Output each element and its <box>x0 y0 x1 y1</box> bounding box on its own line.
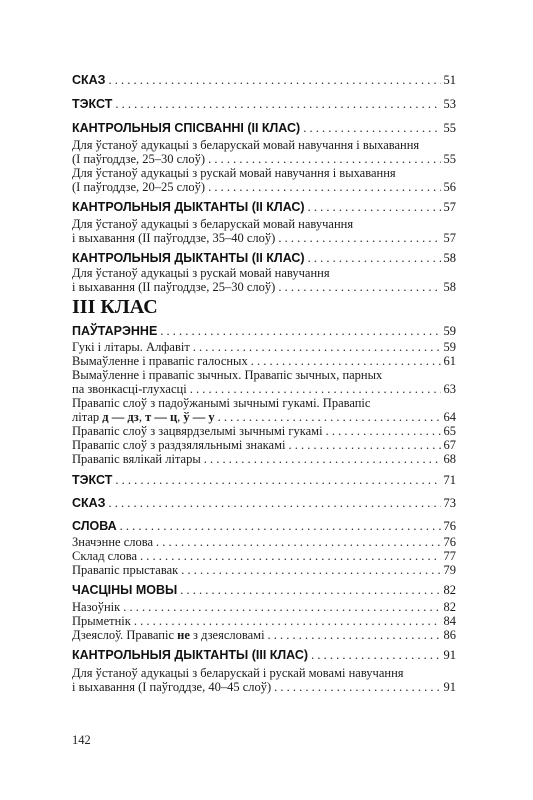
toc-page-number: 57 <box>443 231 456 245</box>
toc-entry <box>72 354 456 368</box>
leader-dots <box>308 200 441 214</box>
toc-page-number: 73 <box>443 496 456 510</box>
toc-entry <box>72 166 456 194</box>
leader-dots <box>218 410 441 424</box>
toc-page-number: 55 <box>443 152 456 166</box>
leader-dots <box>134 614 441 628</box>
leader-dots <box>251 354 441 368</box>
toc-entry <box>72 266 456 294</box>
toc-entry <box>72 324 456 338</box>
toc-entry-title: па звонкасці-глухасці <box>72 382 187 396</box>
leader-dots <box>115 97 440 111</box>
leader-dots <box>193 340 441 354</box>
toc-page-number: 61 <box>443 354 456 368</box>
toc-page-number: 82 <box>443 583 456 597</box>
toc-entry <box>72 396 456 424</box>
leader-dots <box>308 251 441 265</box>
leader-dots <box>123 600 440 614</box>
leader-dots <box>204 452 441 466</box>
toc-page-number: 86 <box>443 628 456 642</box>
toc-entry-line: Для ўстаноў адукацыі з рускай мовай навучання <box>72 266 330 280</box>
toc-entry-line: Для ўстаноў адукацыі з беларускай мовай навучання і выхавання <box>72 138 420 152</box>
leader-dots <box>268 628 441 642</box>
leader-dots <box>278 231 440 245</box>
toc-entry-title: Назоўнік <box>72 600 121 614</box>
leader-dots <box>140 549 440 563</box>
toc-page-number: 53 <box>443 97 456 111</box>
leader-dots <box>208 152 440 166</box>
toc-entry <box>72 251 456 265</box>
toc-entry-title: СКАЗ <box>72 73 106 87</box>
leader-dots <box>120 519 441 533</box>
leader-dots <box>181 563 440 577</box>
toc-entry-title: Прыметнік <box>72 614 131 628</box>
toc-entry <box>72 340 456 354</box>
toc-page-number: 68 <box>443 452 456 466</box>
toc-entry-title: і выхавання (І паўгоддзе, 40–45 слоў) <box>72 680 272 694</box>
toc-page-number: 67 <box>443 438 456 452</box>
leader-dots <box>109 496 441 510</box>
toc-entry-title: Правапіс вялікай літары <box>72 452 201 466</box>
toc-entry-title: ТЭКСТ <box>72 97 113 111</box>
toc-page-number: 79 <box>443 563 456 577</box>
toc-page-number: 65 <box>443 424 456 438</box>
leader-dots <box>156 535 440 549</box>
toc-page-number: 56 <box>443 180 456 194</box>
toc-page-number: 63 <box>443 382 456 396</box>
toc-page-number: 58 <box>443 251 456 265</box>
toc-entry <box>72 200 456 214</box>
toc-page-number: 84 <box>443 614 456 628</box>
toc-entry-title: КАНТРОЛЬНЫЯ ДЫКТАНТЫ (ІІІ КЛАС) <box>72 648 309 662</box>
leader-dots <box>180 583 440 597</box>
leader-dots <box>303 121 440 135</box>
toc-entry <box>72 535 456 549</box>
toc-entry <box>72 628 456 642</box>
toc-page-number: 77 <box>443 549 456 563</box>
toc-entry-title: ТЭКСТ <box>72 473 113 487</box>
toc-entry-title: КАНТРОЛЬНЫЯ СПІСВАННІ (ІІ КЛАС) <box>72 121 301 135</box>
toc-entry-line: Вымаўленне і правапіс зычных. Правапіс зычных, парных <box>72 368 383 382</box>
toc-entry-title: ПАЎТАРЭННЕ <box>72 324 158 338</box>
toc-entry <box>72 368 456 396</box>
leader-dots <box>274 680 440 694</box>
toc-entry-title: Правапіс прыставак <box>72 563 179 577</box>
toc-page-number: 91 <box>443 648 456 662</box>
leader-dots <box>109 73 441 87</box>
toc-entry <box>72 438 456 452</box>
toc-entry-title: Склад слова <box>72 549 138 563</box>
toc-entry-title: (І паўгоддзе, 20–25 слоў) <box>72 180 206 194</box>
toc-page-number: 58 <box>443 280 456 294</box>
toc-entry <box>72 424 456 438</box>
toc-page-number: 55 <box>443 121 456 135</box>
toc-entry-title: Правапіс слоў з зацвярдзелымі зычнымі гукамі <box>72 424 323 438</box>
toc-entry <box>72 666 456 694</box>
toc-entry-title: Правапіс слоў з раздзяляльнымі знакамі <box>72 438 286 452</box>
toc-page-number: 71 <box>443 473 456 487</box>
toc-page-number: 76 <box>443 519 456 533</box>
toc-entry-line: Для ўстаноў адукацыі з беларускай мовай навучання <box>72 217 354 231</box>
leader-dots <box>208 180 440 194</box>
toc-entry <box>72 614 456 628</box>
toc-page-number: 57 <box>443 200 456 214</box>
toc-entry-title: і выхавання (ІІ паўгоддзе, 35–40 слоў) <box>72 231 276 245</box>
leader-dots <box>288 438 440 452</box>
toc-entry <box>72 473 456 487</box>
toc-entry-title: Значэнне слова <box>72 535 154 549</box>
toc-entry <box>72 549 456 563</box>
toc-entry <box>72 452 456 466</box>
leader-dots <box>160 324 440 338</box>
leader-dots <box>311 648 440 662</box>
toc-page-number: 59 <box>443 340 456 354</box>
toc-entry <box>72 600 456 614</box>
toc-entry-title: СКАЗ <box>72 496 106 510</box>
toc-entry <box>72 217 456 245</box>
toc-entry-title: літар д — дз, т — ц, ў — у <box>72 410 215 424</box>
toc-entry <box>72 583 456 597</box>
toc-entry-line: Правапіс слоў з падоўжанымі зычнымі гукамі. Правапіс <box>72 396 371 410</box>
leader-dots <box>278 280 440 294</box>
toc-page-number: 82 <box>443 600 456 614</box>
toc-entry-line: Для ўстаноў адукацыі з рускай мовай навучання і выхавання <box>72 166 396 180</box>
toc-entry-title: ЧАСЦІНЫ МОВЫ <box>72 583 178 597</box>
toc-entry <box>72 121 456 135</box>
leader-dots <box>115 473 440 487</box>
toc-page-number: 64 <box>443 410 456 424</box>
toc-entry-title: (І паўгоддзе, 25–30 слоў) <box>72 152 206 166</box>
grade-heading: III КЛАС <box>72 296 158 318</box>
toc-entry-title: КАНТРОЛЬНЫЯ ДЫКТАНТЫ (ІІ КЛАС) <box>72 200 305 214</box>
leader-dots <box>326 424 441 438</box>
toc-entry-title: Дзеяслоў. Правапіс не з дзеясловамі <box>72 628 265 642</box>
toc-entry-title: СЛОВА <box>72 519 117 533</box>
toc-entry <box>72 563 456 577</box>
toc-entry-line: Для ўстаноў адукацыі з беларускай і рускай мовамі навучання <box>72 666 404 680</box>
toc-entry-title: і выхавання (ІІ паўгоддзе, 25–30 слоў) <box>72 280 276 294</box>
page-number: 142 <box>72 733 91 747</box>
toc-entry-title: Гукі і літары. Алфавіт <box>72 340 190 354</box>
toc-page-number: 51 <box>443 73 456 87</box>
toc-entry <box>72 648 456 662</box>
toc-entry <box>72 97 456 111</box>
toc-entry <box>72 496 456 510</box>
toc-page-number: 59 <box>443 324 456 338</box>
leader-dots <box>190 382 441 396</box>
toc-entry <box>72 138 456 166</box>
toc-page-number: 76 <box>443 535 456 549</box>
toc-entry-title: КАНТРОЛЬНЫЯ ДЫКТАНТЫ (ІІ КЛАС) <box>72 251 305 265</box>
toc-page-number: 91 <box>443 680 456 694</box>
toc-entry <box>72 73 456 87</box>
toc-entry-title: Вымаўленне і правапіс галосных <box>72 354 248 368</box>
toc-entry <box>72 519 456 533</box>
